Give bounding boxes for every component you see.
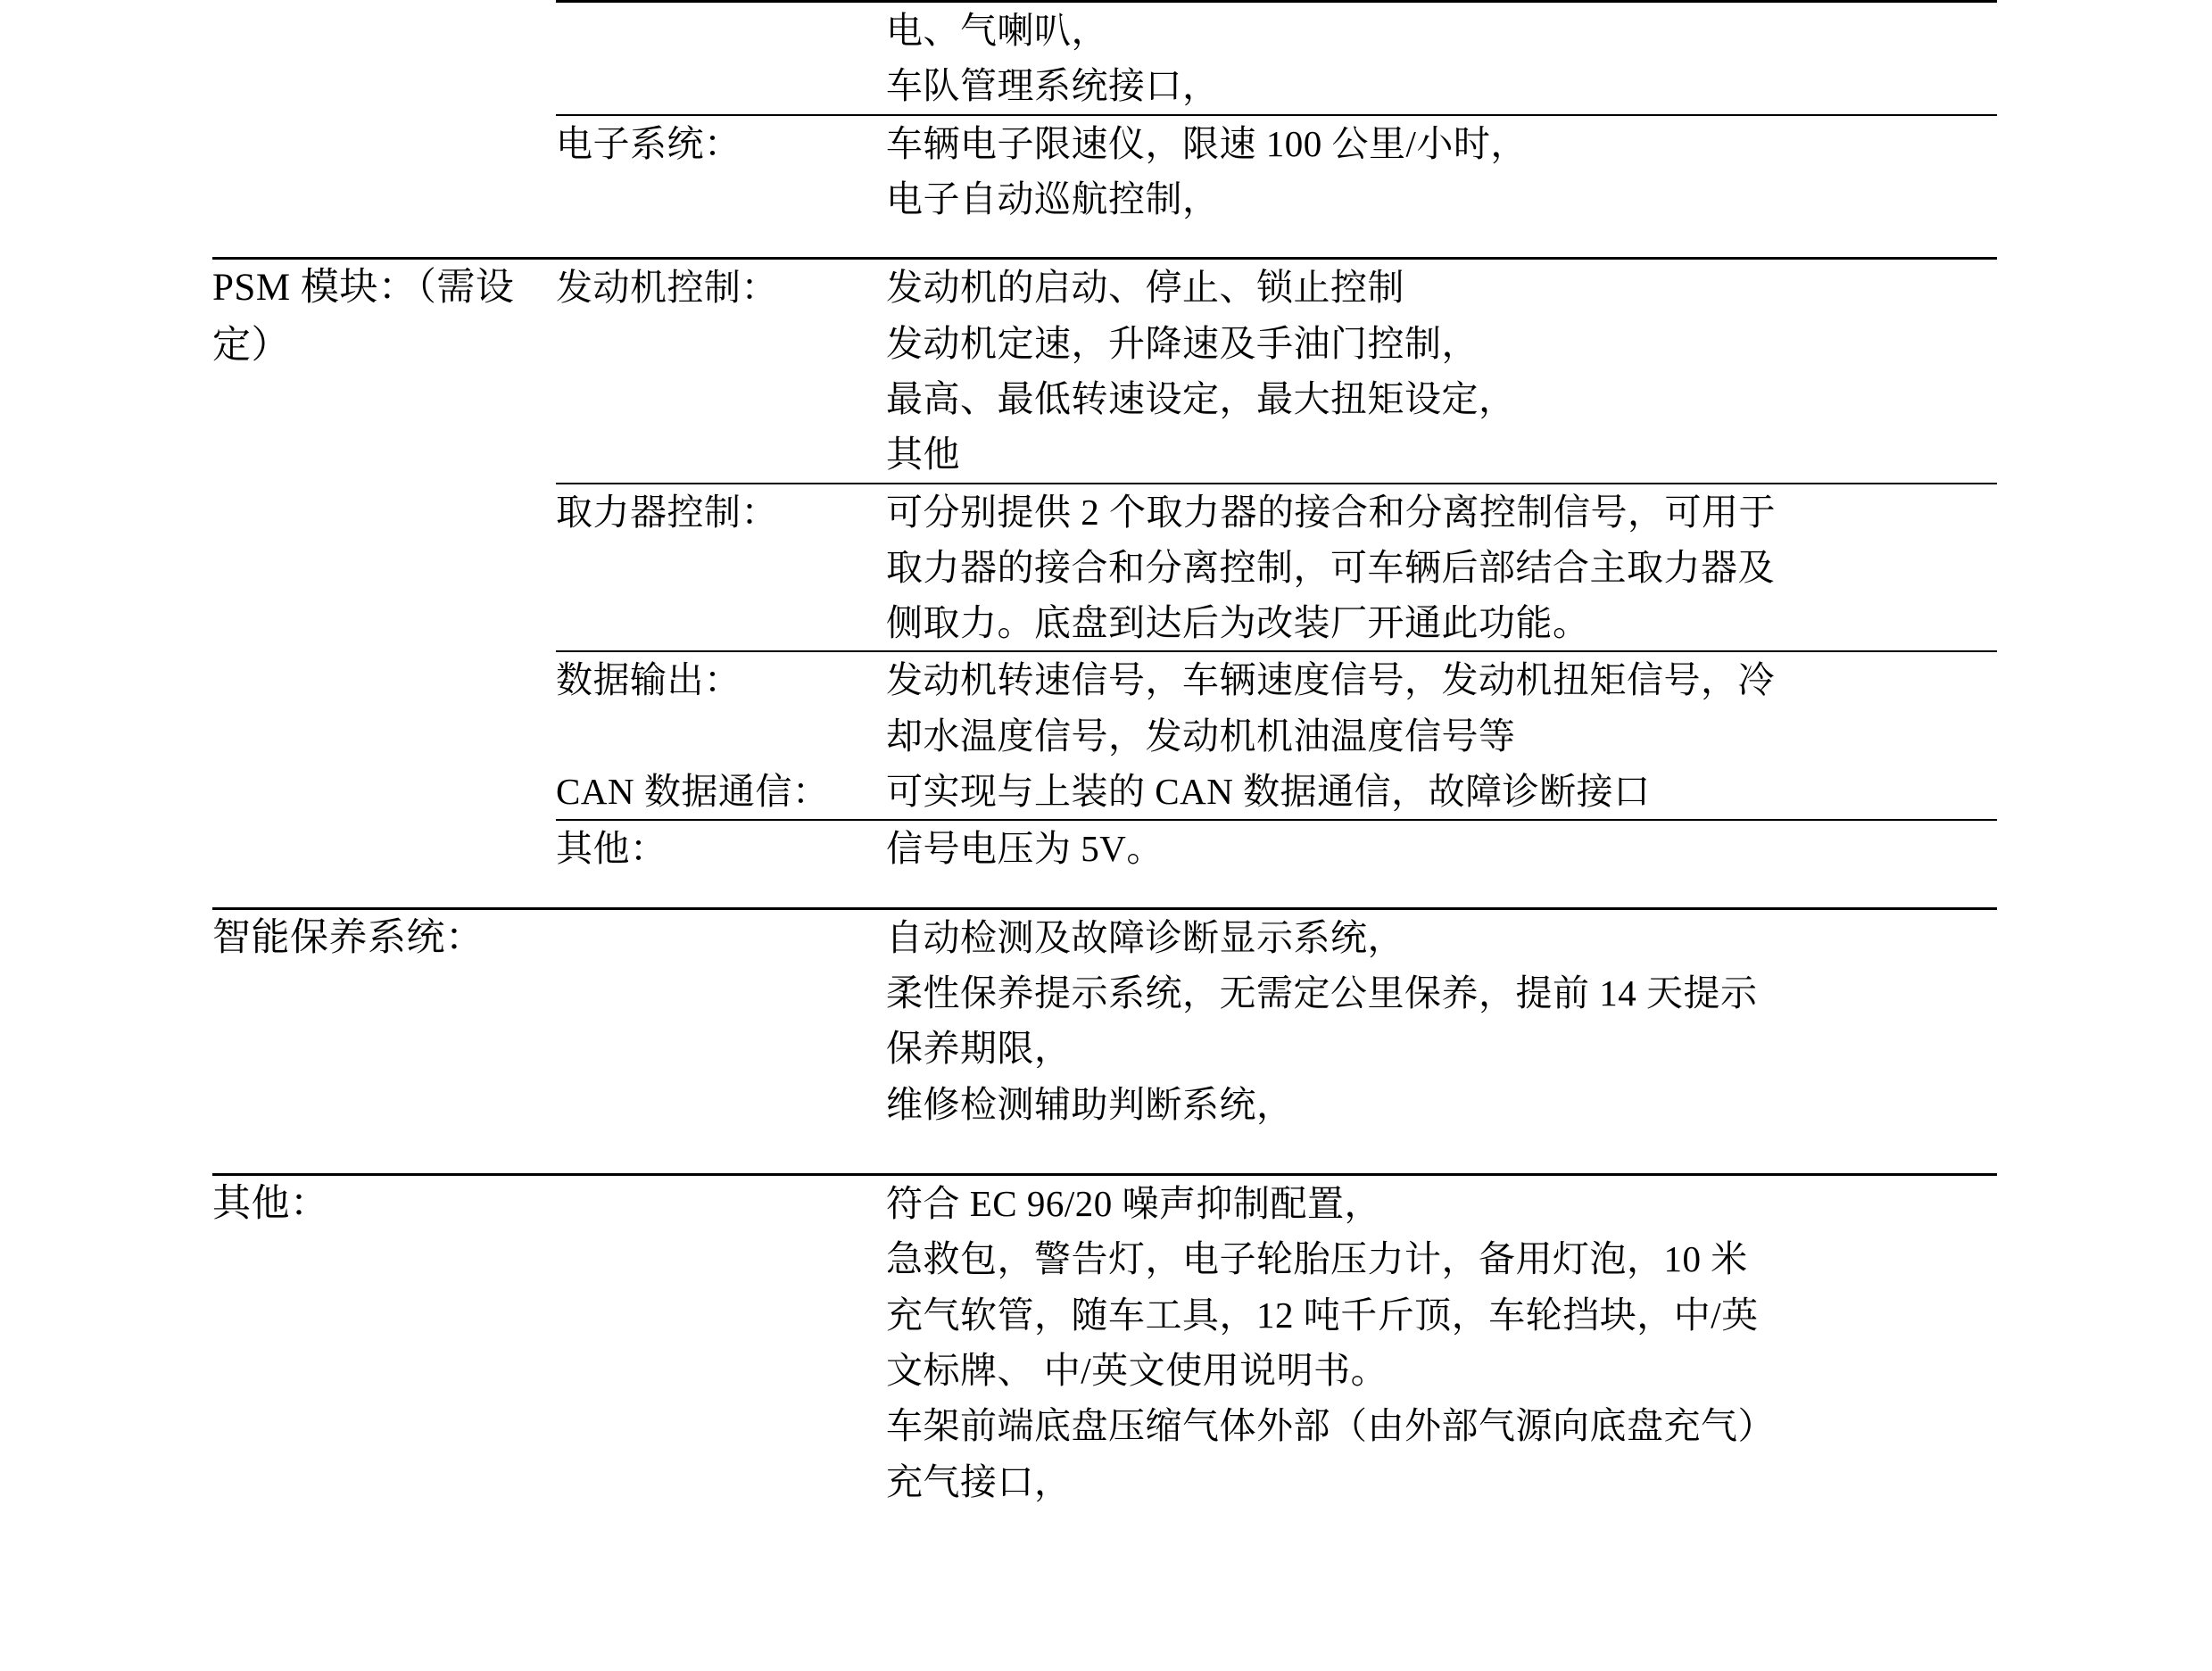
spacer-cell: [556, 877, 886, 909]
body-line: 发动机转速信号，车辆速度信号，发动机扭矩信号，冷: [886, 659, 1775, 701]
table-row: [212, 115, 1997, 227]
table-row: [212, 908, 1997, 1132]
body-line: 可分别提供 2 个取力器的接合和分离控制信号，可用于: [886, 491, 1776, 533]
body-line: 柔性保养提示系统，无需定公里保养，提前 14 天提示: [886, 972, 1758, 1013]
row-body-cell: [886, 908, 1997, 1132]
body-line: 充气接口，: [886, 1460, 1072, 1502]
row-body-cell: [886, 2, 1997, 115]
row-label-text: 智能保养系统：: [212, 916, 485, 959]
body-line: 电子自动巡航控制，: [886, 178, 1220, 219]
body-line: 却水温度信号，发动机机油温度信号等: [886, 715, 1516, 757]
table-row: [212, 1174, 1997, 1509]
body-line: 最高、最低转速设定，最大扭矩设定，: [886, 377, 1516, 419]
spacer-cell: [886, 1132, 1997, 1175]
body-line: 保养期限，: [886, 1028, 1072, 1070]
row-body-cell: [886, 820, 1997, 876]
table-row: [212, 820, 1997, 876]
row-label-text: 其他：: [212, 1182, 329, 1225]
row-label-cell: [212, 259, 556, 484]
body-line: 发动机的启动、停止、锁止控制: [886, 267, 1404, 309]
row-sub-cell: 数据输出：: [556, 651, 886, 764]
row-label-cell: [212, 115, 556, 227]
table-spacer-row: [212, 227, 1997, 259]
spacer-cell: [886, 227, 1997, 259]
table-row: [212, 484, 1997, 652]
body-line: [886, 595, 1997, 650]
table-row: [212, 259, 1997, 484]
table-row: [212, 2, 1997, 115]
row-body-cell: [886, 1174, 1997, 1509]
body-line: 符合 EC 96/20 噪声抑制配置，: [886, 1182, 1382, 1224]
row-sub-cell: CAN 数据通信：: [556, 771, 830, 813]
body-line: 自动检测及故障诊断显示系统，: [886, 916, 1404, 958]
spacer-cell: [886, 877, 1997, 909]
row-label-text: PSM 模块：（需设定）: [212, 267, 515, 367]
table-row: [212, 651, 1997, 764]
row-sub-cell: 电子系统：: [556, 115, 886, 227]
body-line: 其他: [886, 434, 960, 476]
spacer-cell: [556, 1132, 886, 1175]
row-body-cell: [886, 484, 1997, 652]
body-line: 取力器的接合和分离控制，可车辆后部结合主取力器及: [886, 546, 1775, 588]
row-label-cell: [212, 484, 556, 652]
spacer-cell: [212, 227, 556, 259]
row-label-cell: [212, 651, 556, 764]
spacer-cell: [556, 227, 886, 259]
body-line: 可实现与上装的 CAN 数据通信，故障诊断接口: [886, 771, 1651, 813]
table-spacer-row: [212, 1132, 1997, 1175]
row-label-cell: [212, 764, 556, 820]
row-sub-cell: [556, 908, 886, 1132]
specification-table: [212, 0, 1997, 1510]
body-line: 电、气喇叭，: [886, 10, 1108, 51]
table-spacer-row: [212, 877, 1997, 909]
body-line: 急救包，警告灯，电子轮胎压力计，备用灯泡，10 米: [886, 1238, 1748, 1280]
row-body-cell: [886, 259, 1997, 484]
row-body-cell: [886, 651, 1997, 764]
row-label-cell: [212, 2, 556, 115]
row-body-cell: [886, 764, 1997, 820]
row-label-cell: [212, 908, 556, 1132]
spacer-cell: [212, 1132, 556, 1175]
body-line: 车辆电子限速仪，限速 100 公里/小时，: [886, 122, 1528, 164]
row-sub-cell: 其他：: [556, 820, 886, 876]
table-row: [212, 764, 1997, 820]
row-sub-cell: [556, 1174, 886, 1509]
row-sub-cell: [556, 2, 886, 115]
body-line: 信号电压为 5V。: [886, 828, 1164, 870]
row-label-cell: [212, 1174, 556, 1509]
row-sub-cell: 取力器控制：: [556, 484, 886, 652]
row-body-cell: [886, 115, 1997, 227]
body-line: 充气软管，随车工具，12 吨千斤顶，车轮挡块，中/英: [886, 1294, 1759, 1336]
body-line: 车队管理系统接口，: [886, 65, 1220, 107]
row-sub-cell: 发动机控制：: [556, 259, 886, 484]
body-line: 文标牌、 中/英文使用说明书。: [886, 1349, 1388, 1391]
spacer-cell: [212, 877, 556, 909]
body-text: 侧取力。底盘到达后为改装厂开通此功能。: [886, 602, 1590, 644]
body-line: 发动机定速，升降速及手油门控制，: [886, 322, 1479, 364]
body-line: 车架前端底盘压缩气体外部（由外部气源向底盘充气）: [886, 1405, 1775, 1447]
body-line: 维修检测辅助判断系统，: [886, 1083, 1294, 1125]
row-label-cell: [212, 820, 556, 876]
